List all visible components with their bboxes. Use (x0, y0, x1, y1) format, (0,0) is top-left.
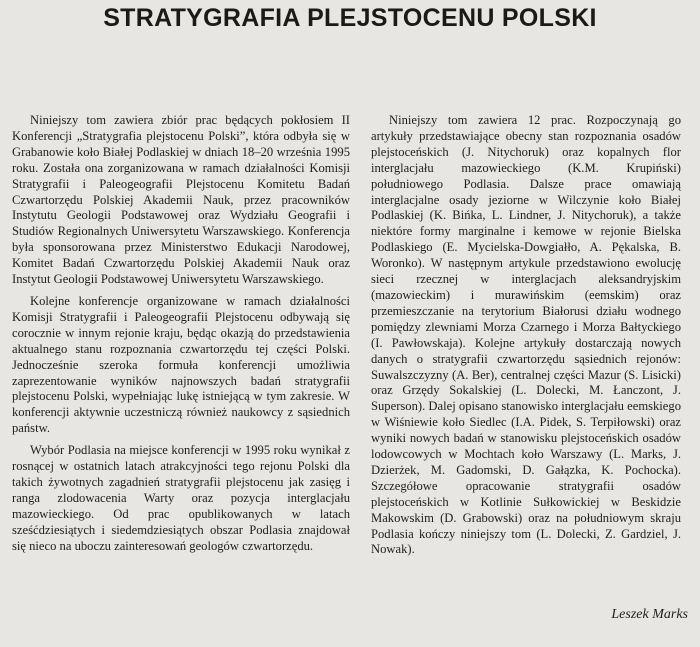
paragraph: Niniejszy tom zawiera zbiór prac będących pokłosiem II Konferencji „Stratygrafia plejstocenu Polski”, która odbyła się w Grabanowie koło Białej Podlaskiej w dniach 18–20 września 1995 roku. Została ona zorganizowana w ramach działalności Komisji Stratygrafii i Paleogeografii Plejstocenu Komitetu Badań Czwartorzędu Polskiej Akademii Nauk, przez pracowników Instytutu Geologii Podstawowej oraz Wydziału Geografii i Studiów Regionalnych Uniwersytetu Warszawskiego. Konferencja była sponsorowana przez Ministerstwo Edukacji Narodowej, Komitet Badań Czwartorzędu Polskiej Akademii Nauk oraz Instytut Geologii Podstawowej Uniwersytetu Warszawskiego. (12, 113, 350, 287)
paragraph: Kolejne konferencje organizowane w ramach działalności Komisji Stratygrafii i Paleogeografii Plejstocenu odbywają się corocznie w innym rejonie kraju, będąc okazją do przedstawienia aktualnego stanu rozpoznania czwartorzędu tej części Polski. Jednocześnie szeroka formuła konferencji umożliwia zaprezentowanie wyników najnowszych badań stratygrafii plejstocenu Polski, wypełniając lukę istniejącą w tym zakresie. W konferencji aktywnie uczestniczą również naukowcy z sąsiednich państw. (12, 293, 350, 436)
paragraph: Wybór Podlasia na miejsce konferencji w 1995 roku wynikał z rosnącej w ostatnich latach atrakcyjności tego rejonu Polski dla takich żywotnych zagadnień stratygrafii plejstocenu jak zasięg i ranga zlodowacenia Warty oraz pozycja interglacjału mazowieckiego. Od prac opublikowanych w latach sześćdziesiątych i siedemdziesiątych obszar Podlasia znajdował się nieco na uboczu zainteresowań geologów czwartorzędu. (12, 443, 350, 553)
right-column (371, 113, 681, 564)
paragraph: Niniejszy tom zawiera 12 prac. Rozpoczynają go artykuły przedstawiające obecny stan rozpoznania osadów plejstoceńskich (J. Nitychoruk) oraz kopalnych flor interglacjału mazowieckiego (K.M. Krupiński) południowego Podlasia. Dalsze prace omawiają interglacjalne osady jeziorne w Wilczynie koło Białej Podlaskiej (K. Bińka, L. Lindner, J. Nitychoruk), a także niektóre formy marginalne i kemowe w rejonie Bielska Podlaskiego (E. Mycielska-Dowgiałło, A. Pękalska, B. Woronko). W następnym artykule przedstawiono ewolucję sieci rzecznej w interglacjach aleksandryjskim (mazowieckim) i murawińskim (eemskim) oraz przemieszczanie na terytorium Białorusi działu wodnego pomiędzy zlewniami Morza Czarnego i Morza Bałtyckiego (I. Pawłowskaja). Kolejne artykuły dostarczają nowych danych o stratygrafii czwartorzędu sąsiednich rejonów: Suwalszczyzny (A. Ber), centralnej części Mazur (S. Lisicki) oraz Grzędy Sokalskiej (L. Dolecki, M. Łanczont, J. Superson). Dalej opisano stanowisko interglacjału eemskiego w Wiśniewie koło Siedlec (I.A. Pidek, S. Terpiłowski) oraz wyniki nowych badań w stanowisku plejstoceńskich osadów lodowcowych w Mochtach koło Warszawy (L. Marks, J. Dzierżek, M. Gadomski, D. Gałązka, K. Pochocka). Szczegółowe opracowanie stratygrafii osadów plejstoceńskich w Kotlinie Sułkowickiej w Beskidzie Makowskim (D. Grabowski) oraz na południowym skraju Podlasia kończy niniejszy tom (L. Dolecki, Z. Gardziel, J. Nowak). (371, 113, 681, 557)
author-signature: Leszek Marks (611, 607, 688, 622)
page-title: STRATYGRAFIA PLEJSTOCENU POLSKI (103, 4, 597, 32)
left-column (12, 113, 350, 560)
